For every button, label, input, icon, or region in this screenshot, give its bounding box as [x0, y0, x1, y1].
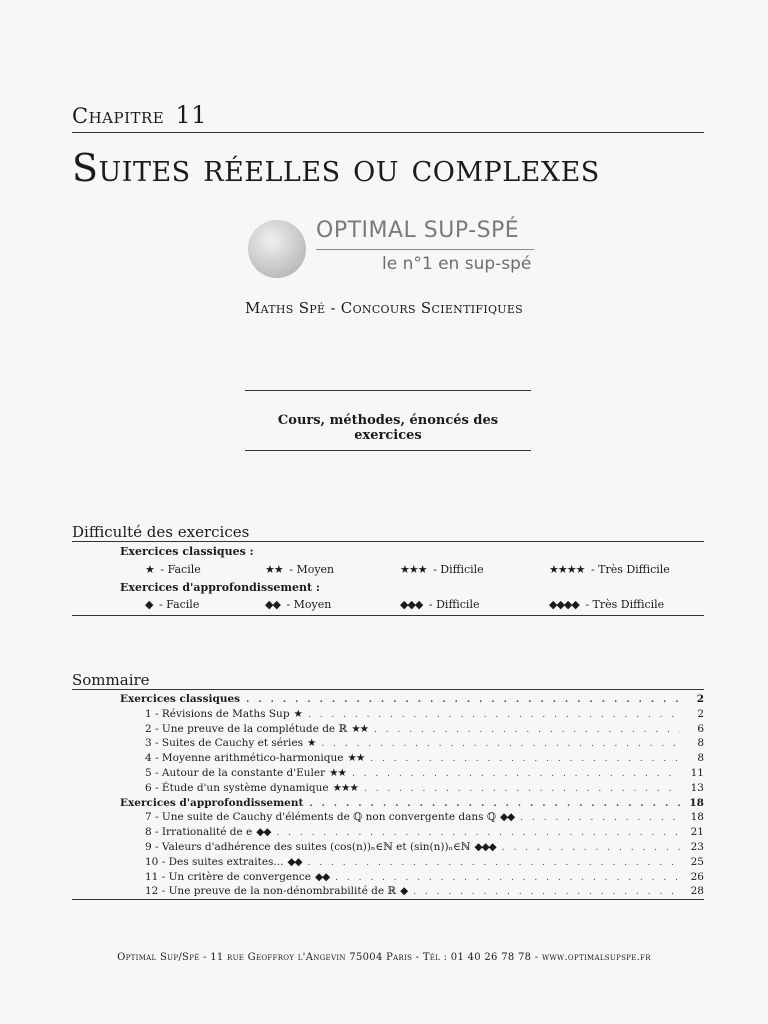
toc-page-number: 21 — [690, 826, 704, 839]
chapter-heading — [72, 101, 207, 129]
toc-leader-dots — [321, 737, 680, 750]
toc-page-number: 26 — [690, 870, 704, 883]
star-icon: ★★★ — [400, 563, 427, 576]
toc-label-text: 7 - Une suite de Cauchy d'éléments de ℚ non convergente dans ℚ — [145, 811, 497, 824]
star-icon: ★★ — [329, 767, 346, 779]
toc-page-number: 28 — [690, 885, 704, 898]
level-text: - Facile — [158, 598, 200, 611]
toc-leader-dots — [308, 708, 680, 721]
logo-name: OPTIMAL SUP-SPÉ — [316, 218, 520, 243]
toc-label-text: 2 - Une preuve de la complétude de ℝ — [145, 722, 348, 735]
star-icon: ★ — [306, 737, 316, 750]
toc-label — [145, 722, 368, 736]
toc-label-text: Exercices classiques — [120, 693, 241, 705]
toc-section-row — [120, 796, 704, 810]
toc-leader-dots — [413, 885, 680, 898]
toc-label-text: 12 - Une preuve de la non-dénombrabilité de ℝ — [145, 885, 397, 898]
level-text: - Moyen — [289, 563, 335, 576]
toc-leader-dots — [308, 856, 680, 869]
caption-rule-bottom — [245, 450, 531, 451]
toc-page-number: 6 — [697, 722, 704, 735]
toc-leader-dots — [352, 767, 680, 780]
toc-leader-dots — [374, 723, 680, 736]
star-icon: ★★★★ — [549, 563, 585, 576]
difficulty-rule-bottom — [72, 615, 704, 616]
star-icon: ★★ — [351, 722, 369, 735]
level-text: - Facile — [160, 563, 201, 576]
page-footer: Optimal Sup/Spé - 11 rue Geoffroy l'Angevin 75004 Paris - Tél : 01 40 26 78 78 - www.optimalsupspe.fr — [117, 952, 651, 963]
toc-page-number: 25 — [690, 855, 704, 868]
advanced-label: Exercices d'approfondissement : — [120, 581, 320, 594]
summary-rule — [72, 689, 704, 690]
toc-label — [145, 870, 329, 884]
diamond-icon: ◆ — [400, 885, 408, 898]
chapter-number: 11 — [175, 101, 207, 129]
toc-leader-dots — [246, 693, 680, 706]
toc-exercise-row — [145, 840, 704, 854]
toc-leader-dots — [309, 797, 680, 810]
toc-exercise-row — [145, 766, 704, 780]
toc-label-text: 8 - Irrationalité de e — [145, 826, 253, 839]
toc-page-number: 23 — [690, 841, 704, 853]
page-title: Suites réelles ou complexes — [72, 146, 600, 190]
toc-page-number: 2 — [696, 693, 704, 705]
level-text: - Difficile — [428, 598, 480, 611]
logo-tagline: le n°1 en sup-spé — [382, 254, 532, 274]
diamond-icon: ◆◆ — [265, 598, 280, 611]
caption-rule-top — [245, 390, 531, 391]
toc-page-number: 2 — [697, 707, 704, 720]
toc-label — [145, 781, 358, 795]
toc-page-number: 13 — [690, 781, 704, 794]
star-icon: ★★ — [347, 752, 365, 765]
toc-exercise-row — [145, 751, 704, 765]
diamond-icon: ◆◆ — [315, 870, 330, 883]
diamond-icon: ◆◆◆ — [474, 841, 496, 853]
toc-label — [145, 751, 364, 765]
star-icon: ★★★ — [332, 781, 358, 794]
logo-underline — [316, 249, 534, 250]
diamond-icon: ◆◆ — [500, 811, 515, 824]
classic-level-4 — [549, 563, 670, 576]
toc-label — [145, 825, 270, 839]
toc-label — [145, 855, 302, 869]
level-text: - Difficile — [433, 563, 484, 576]
toc-leader-dots — [335, 871, 680, 884]
level-text: - Moyen — [286, 598, 332, 611]
star-icon: ★ — [145, 563, 154, 576]
level-text: - Très Difficile — [590, 563, 670, 576]
classic-level-1 — [145, 563, 201, 576]
toc-label — [145, 766, 346, 780]
toc-leader-dots — [370, 752, 680, 765]
toc-exercise-row — [145, 825, 704, 839]
toc-section-row — [120, 692, 704, 706]
advanced-level-1 — [145, 598, 199, 611]
diamond-icon: ◆◆◆ — [400, 598, 423, 611]
toc-label-text: 10 - Des suites extraites... — [145, 855, 284, 868]
toc-leader-dots — [364, 782, 680, 795]
toc-label-text: Exercices d'approfondissement — [120, 796, 304, 809]
classic-label: Exercices classiques : — [120, 545, 254, 558]
advanced-level-4 — [549, 598, 664, 611]
logo-globe-icon — [248, 220, 306, 278]
toc-page-number: 18 — [689, 796, 704, 809]
diamond-icon: ◆◆ — [287, 855, 302, 868]
toc-label-text: 1 - Révisions de Maths Sup — [145, 707, 290, 720]
toc-label — [145, 840, 496, 854]
toc-exercise-row — [145, 707, 704, 721]
classic-level-2 — [265, 563, 334, 576]
star-icon: ★★ — [265, 563, 283, 576]
toc-exercise-row — [145, 855, 704, 869]
toc-exercise-row — [145, 722, 704, 736]
toc-label — [120, 796, 303, 810]
toc-label-text: 4 - Moyenne arithmético-harmonique — [145, 752, 344, 765]
summary-rule-bottom — [72, 899, 704, 900]
toc-exercise-row — [145, 884, 704, 898]
diamond-icon: ◆◆ — [256, 826, 271, 839]
toc-label-text: 6 - Étude d'un système dynamique — [145, 781, 329, 794]
toc-label-text: 11 - Un critère de convergence — [145, 870, 311, 883]
toc-leader-dots — [520, 811, 680, 824]
toc-leader-dots — [276, 826, 680, 839]
toc-exercise-row — [145, 870, 704, 884]
subtitle: Maths Spé - Concours Scientifiques — [244, 299, 524, 317]
toc-label — [145, 810, 514, 824]
advanced-level-3 — [400, 598, 479, 611]
toc-label — [145, 736, 315, 750]
diamond-icon: ◆ — [145, 598, 153, 611]
toc-page-number: 8 — [697, 752, 704, 765]
level-text: - Très Difficile — [585, 598, 665, 611]
diamond-icon: ◆◆◆◆ — [549, 598, 579, 611]
toc-page-number: 8 — [697, 737, 704, 750]
classic-level-3 — [400, 563, 484, 576]
toc-exercise-row — [145, 736, 704, 750]
toc-exercise-row — [145, 781, 704, 795]
toc-label — [120, 692, 240, 706]
brand-logo — [248, 216, 538, 284]
summary-heading: Sommaire — [72, 671, 150, 689]
chapter-word: Chapitre — [72, 104, 165, 128]
caption: Cours, méthodes, énoncés des exercices — [277, 413, 499, 443]
toc-exercise-row — [145, 810, 704, 824]
toc-label-text: 3 - Suites de Cauchy et séries — [145, 737, 303, 750]
chapter-rule — [72, 132, 704, 133]
toc-page-number: 11 — [690, 767, 704, 779]
star-icon: ★ — [293, 707, 302, 720]
toc-page-number: 18 — [690, 811, 704, 824]
difficulty-rule — [72, 541, 704, 542]
advanced-level-2 — [265, 598, 331, 611]
toc-label — [145, 884, 407, 898]
toc-label-text: 5 - Autour de la constante d'Euler — [145, 767, 326, 779]
toc-label — [145, 707, 302, 721]
toc-label-text: 9 - Valeurs d'adhérence des suites (cos(n))ₙ∈ℕ et (sin(n))ₙ∈ℕ — [145, 841, 471, 853]
difficulty-heading: Difficulté des exercices — [72, 523, 250, 541]
toc-leader-dots — [502, 841, 680, 854]
